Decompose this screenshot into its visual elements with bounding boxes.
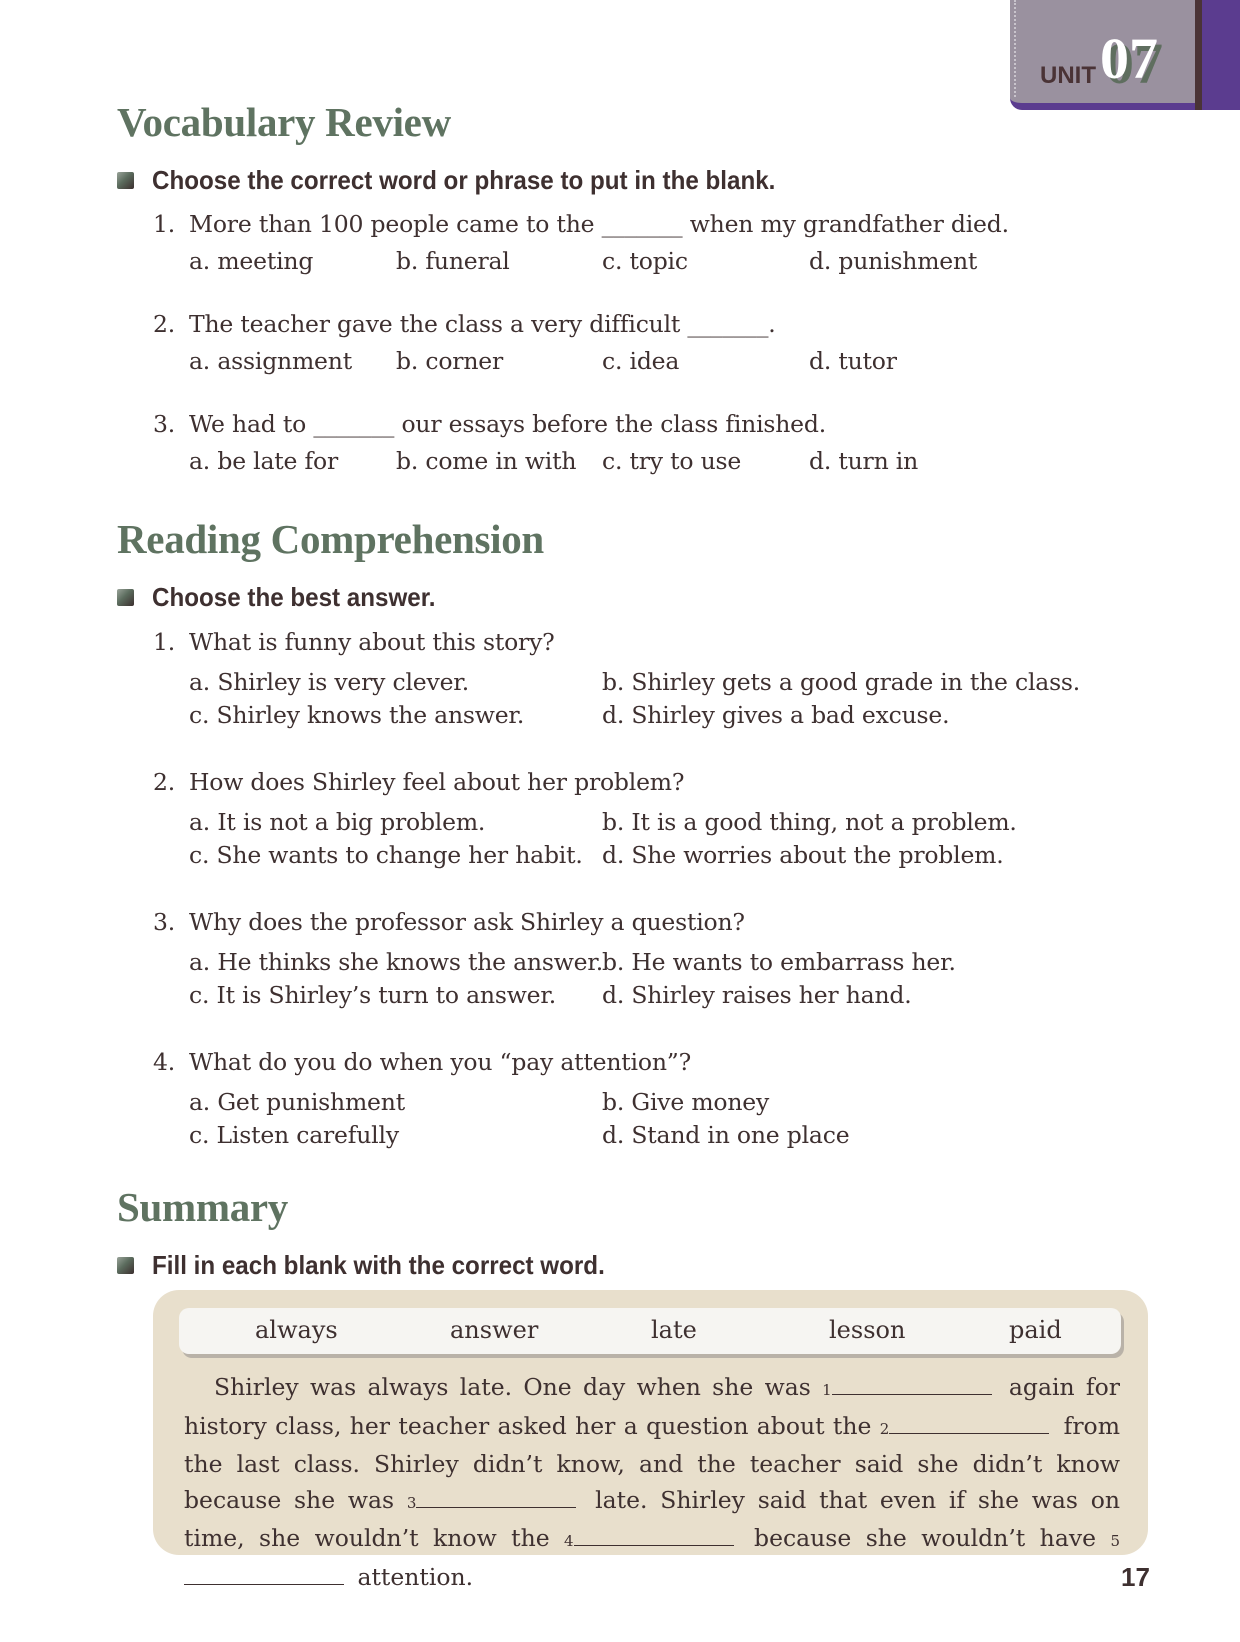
answer-option[interactable]: a. assignment: [189, 347, 352, 375]
reading-question-1: [153, 628, 555, 656]
question-text: Why does the professor ask Shirley a question?: [189, 908, 745, 936]
answer-option[interactable]: b. corner: [396, 347, 504, 375]
answer-option[interactable]: c. It is Shirley’s turn to answer.: [189, 981, 557, 1009]
question-number: 3.: [153, 410, 176, 438]
blank-number: 5: [1110, 1532, 1120, 1550]
summary-paragraph: [184, 1370, 1120, 1595]
answer-option[interactable]: c. topic: [602, 247, 688, 275]
answer-option[interactable]: d. punishment: [809, 247, 978, 275]
fill-blank-2[interactable]: [889, 1415, 1049, 1434]
reading-instruction: [117, 582, 457, 613]
summary-text: late. Shirley said that even if she was on time, she wouldn’t know the: [184, 1485, 1121, 1552]
unit-label: UNIT: [1040, 62, 1096, 89]
question-number: 2.: [153, 310, 176, 338]
fill-blank-3[interactable]: [416, 1489, 576, 1508]
blank-number: 4: [564, 1532, 574, 1550]
vocab-section-title: Vocabulary Review: [117, 99, 451, 145]
answer-option[interactable]: b. come in with: [396, 447, 577, 475]
word-bank: [179, 1308, 1121, 1354]
vocab-instruction-text: Choose the correct word or phrase to put in the blank.: [152, 165, 776, 195]
blank-number: 2: [879, 1419, 890, 1438]
summary-text: attention.: [350, 1562, 474, 1591]
question-text: The teacher gave the class a very difficult _______.: [189, 310, 776, 338]
summary-text: Shirley was always late. One day when she was: [214, 1373, 823, 1401]
page-number: 17: [1121, 1562, 1150, 1592]
question-text: How does Shirley feel about her problem?: [189, 768, 685, 796]
fill-blank-1[interactable]: [832, 1376, 992, 1395]
word-bank-item: always: [255, 1316, 338, 1344]
answer-option[interactable]: c. try to use: [602, 447, 742, 475]
question-text: More than 100 people came to the _______ when my grandfather died.: [189, 210, 1009, 238]
word-bank-item: late: [651, 1316, 697, 1344]
unit-color-bar: [1202, 0, 1240, 110]
blank-number: 1: [822, 1381, 832, 1399]
answer-option[interactable]: b. Shirley gets a good grade in the class.: [602, 668, 1081, 696]
summary-instruction: [117, 1250, 639, 1281]
answer-option[interactable]: d. Shirley raises her hand.: [602, 981, 912, 1009]
answer-option[interactable]: c. Listen carefully: [189, 1121, 399, 1149]
answer-option[interactable]: d. She worries about the problem.: [602, 841, 1004, 869]
answer-option[interactable]: c. Shirley knows the answer.: [189, 701, 525, 729]
word-bank-item: paid: [1009, 1316, 1062, 1344]
blank-number: 3: [406, 1493, 417, 1512]
square-bullet-icon: [117, 1257, 134, 1274]
reading-question-3: [153, 908, 745, 936]
answer-option[interactable]: a. Shirley is very clever.: [189, 668, 470, 696]
answer-option[interactable]: b. It is a good thing, not a problem.: [602, 808, 1017, 836]
answer-option[interactable]: a. Get punishment: [189, 1088, 405, 1116]
vocab-question-2: [153, 310, 776, 338]
answer-option[interactable]: d. Stand in one place: [602, 1121, 850, 1149]
question-number: 1.: [153, 628, 176, 656]
question-text: We had to _______ our essays before the class finished.: [189, 410, 827, 438]
unit-tab: [1010, 0, 1200, 110]
reading-instruction-text: Choose the best answer.: [152, 582, 436, 612]
unit-tab-divider: [1195, 0, 1202, 110]
vocab-question-1: [153, 210, 1009, 238]
question-text: What do you do when you “pay attention”?: [189, 1048, 691, 1076]
unit-number: 07: [1100, 26, 1158, 91]
reading-question-4: [153, 1048, 691, 1076]
word-bank-item: lesson: [829, 1316, 906, 1344]
summary-text: from the last class. Shirley didn’t know, and the teacher said she didn’t know because she was: [184, 1411, 1120, 1514]
answer-option[interactable]: d. tutor: [809, 347, 897, 375]
fill-blank-5[interactable]: [184, 1566, 344, 1585]
vocab-question-3: [153, 410, 826, 438]
word-bank-item: answer: [450, 1316, 539, 1344]
square-bullet-icon: [117, 172, 134, 189]
answer-option[interactable]: c. idea: [602, 347, 680, 375]
summary-text: because she wouldn’t have: [739, 1524, 1111, 1552]
tab-dotted-edge: [1014, 0, 1018, 97]
answer-option[interactable]: b. funeral: [396, 247, 510, 275]
question-number: 3.: [153, 908, 176, 936]
summary-instruction-text: Fill in each blank with the correct word.: [152, 1250, 605, 1280]
reading-question-2: [153, 768, 684, 796]
answer-option[interactable]: a. He thinks she knows the answer.: [189, 948, 604, 976]
summary-text: again for history class, her teacher asked her a question about the: [184, 1373, 1120, 1440]
question-number: 2.: [153, 768, 176, 796]
answer-option[interactable]: d. Shirley gives a bad excuse.: [602, 701, 950, 729]
answer-option[interactable]: d. turn in: [809, 447, 919, 475]
question-text: What is funny about this story?: [189, 628, 555, 656]
summary-section-title: Summary: [117, 1184, 289, 1230]
answer-option[interactable]: a. It is not a big problem.: [189, 808, 486, 836]
answer-option[interactable]: a. be late for: [189, 447, 338, 475]
reading-section-title: Reading Comprehension: [117, 516, 544, 562]
fill-blank-4[interactable]: [574, 1527, 734, 1546]
answer-option[interactable]: b. He wants to embarrass her.: [602, 948, 956, 976]
answer-option[interactable]: b. Give money: [602, 1088, 770, 1116]
answer-option[interactable]: c. She wants to change her habit.: [189, 841, 583, 869]
question-number: 4.: [153, 1048, 176, 1076]
square-bullet-icon: [117, 589, 134, 606]
answer-option[interactable]: a. meeting: [189, 247, 314, 275]
vocab-instruction: [117, 165, 822, 196]
question-number: 1.: [153, 210, 176, 238]
